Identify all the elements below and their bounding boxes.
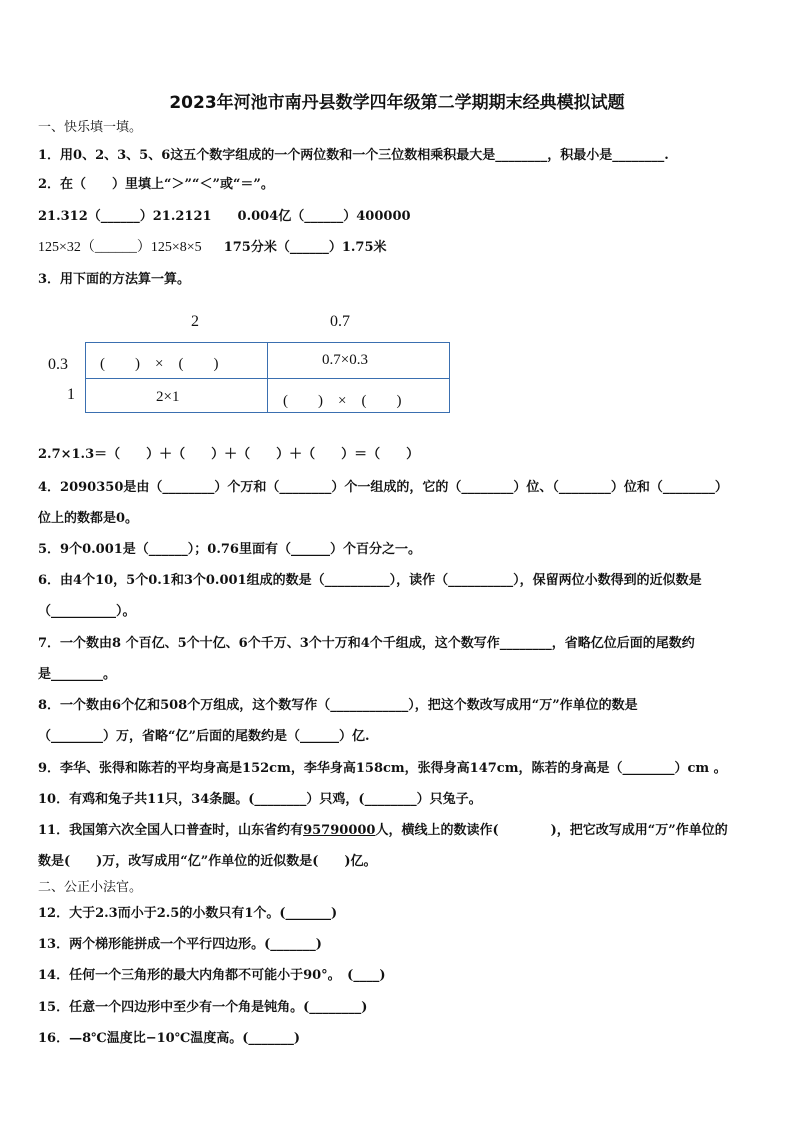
question-4-line-a: 4．2090350是由（________）个万和（________）个一组成的，它的（________）位、（________）位和（________） <box>38 480 728 495</box>
grid-cell-1-2: 0.7×0.3 <box>322 352 368 368</box>
question-2-line-b <box>38 240 387 256</box>
grid-col-label-2: 0.7 <box>330 313 350 330</box>
section-heading-2: 二、公正小法官。 <box>38 880 143 895</box>
question-6-line-b: （__________）。 <box>38 604 136 619</box>
grid-row-label-2: 1 <box>67 386 75 403</box>
question-13: 13．两个梯形能拼成一个平行四边形。(_______) <box>38 937 322 952</box>
question-11-line-a <box>38 823 728 839</box>
question-7-line-a: 7．一个数由8 个百亿、5个十亿、6个千万、3个十万和4个千组成，这个数写作________，省略亿位后面的尾数约 <box>38 636 695 651</box>
question-8-line-a: 8．一个数由6个亿和508个万组成，这个数写作（____________），把这个数改写成用“万”作单位的数是 <box>38 698 638 713</box>
question-11-line-b: 数是( )万，改写成用“亿”作单位的近似数是( )亿。 <box>38 854 377 869</box>
question-2-line-a: 21.312（______）21.2121 0.004亿（______）400000 <box>38 209 411 224</box>
grid-divider-horizontal <box>86 378 449 379</box>
population-number: 95790000 <box>303 823 376 838</box>
question-14: 14．任何一个三角形的最大内角都不可能小于90°。 (____) <box>38 968 386 983</box>
question-11-prefix: 11．我国第六次全国人口普查时，山东省约有 <box>38 823 304 838</box>
question-16: 16．—8℃温度比−10℃温度高。(_______) <box>38 1031 301 1046</box>
question-3-equation: 2.7×1.3＝（ ）＋（ ）＋（ ）＋（ ）＝（ ） <box>38 447 420 462</box>
grid-cell-2-1: 2×1 <box>156 389 180 405</box>
question-12: 12．大于2.3而小于2.5的小数只有1个。(_______) <box>38 906 338 921</box>
question-8-line-b: （________）万，省略“亿”后面的尾数约是（______）亿. <box>38 729 370 744</box>
question-1: 1．用0、2、3、5、6这五个数字组成的一个两位数和一个三位数相乘积最大是________，积最小是________. <box>38 148 669 163</box>
question-6-line-a: 6．由4个10，5个0.1和3个0.001组成的数是（__________），读作（__________），保留两位小数得到的近似数是 <box>38 573 702 588</box>
page-title: 2023年河池市南丹县数学四年级第二学期期末经典模拟试题 <box>169 93 625 113</box>
question-2: 2．在（ ）里填上“＞”“＜”或“＝”。 <box>38 177 274 192</box>
grid-cell-2-2: ( ) × ( ) <box>283 393 402 409</box>
grid-cell-1-1: ( ) × ( ) <box>100 356 219 372</box>
section-heading-1: 一、快乐填一填。 <box>38 120 143 135</box>
multiplication-grid <box>85 342 450 413</box>
question-2b-right: 175分米（______）1.75米 <box>223 240 387 255</box>
question-2b-left: 125×32（______）125×8×5 <box>38 240 202 255</box>
grid-row-label-1: 0.3 <box>48 356 68 373</box>
question-10: 10．有鸡和兔子共11只，34条腿。(________）只鸡，(________）只兔子。 <box>38 792 482 807</box>
question-3: 3．用下面的方法算一算。 <box>38 272 191 287</box>
question-4-line-b: 位上的数都是0。 <box>38 511 139 526</box>
question-7-line-b: 是________。 <box>38 667 117 682</box>
question-9: 9．李华、张得和陈若的平均身高是152cm，李华身高158cm，张得身高147cm，陈若的身高是（________）cm 。 <box>38 761 727 776</box>
grid-col-label-1: 2 <box>191 313 199 330</box>
question-11-suffix: 人，横线上的数读作( )，把它改写成用“万”作单位的 <box>375 823 728 838</box>
question-5: 5．9个0.001是（______）；0.76里面有（______）个百分之一。 <box>38 542 421 557</box>
question-15: 15．任意一个四边形中至少有一个角是钝角。(________) <box>38 1000 368 1015</box>
